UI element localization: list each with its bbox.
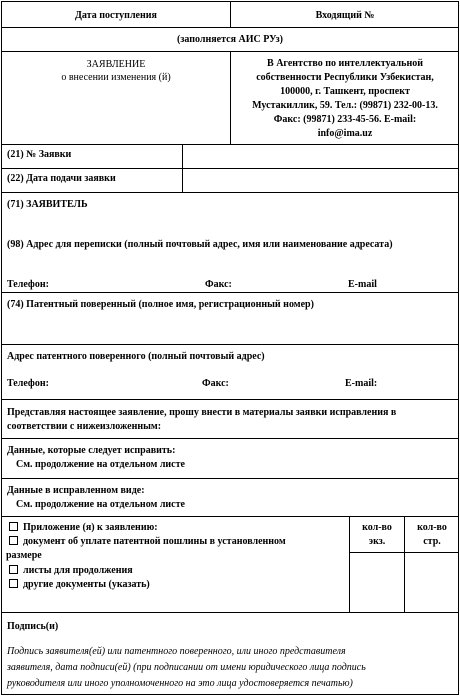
divider — [349, 552, 458, 553]
divider — [2, 478, 458, 479]
phone-label: Телефон: — [7, 279, 49, 290]
continuation-note: См. продолжение на отдельном листе — [16, 459, 185, 470]
filing-date-label: (22) Дата подачи заявки — [7, 173, 116, 184]
divider — [2, 192, 458, 193]
agency-line: 100000, г. Ташкент, проспект — [280, 86, 410, 97]
attachment-item — [9, 579, 150, 592]
continuation-note: См. продолжение на отдельном листе — [16, 499, 185, 510]
copies-column-header: кол-во — [362, 522, 392, 533]
patent-attorney-label: (74) Патентный поверенный (полное имя, регистрационный номер) — [7, 299, 314, 310]
date-received-label: Дата поступления — [75, 10, 157, 21]
divider — [2, 344, 458, 345]
incoming-number-label: Входящий № — [315, 10, 375, 21]
copies-column-header: экз. — [368, 536, 386, 547]
form-subtitle: о внесении изменения (й) — [61, 72, 171, 83]
divider — [2, 612, 458, 613]
attorney-email-label: E-mail: — [345, 378, 378, 389]
divider — [2, 399, 458, 400]
divider — [2, 516, 458, 517]
agency-email: info@ima.uz — [317, 128, 373, 139]
continuation-sheets-checkbox[interactable] — [9, 565, 18, 574]
application-form — [1, 1, 459, 695]
divider — [182, 144, 183, 192]
attachments-title-row — [9, 522, 158, 535]
attachment-item-label: документ об уплате патентной пошлины в установленном — [23, 536, 286, 547]
signature-instruction: Подпись заявителя(ей) или патентного поверенного, или иного представителя — [7, 646, 346, 657]
fax-label: Факс: — [205, 279, 232, 290]
data-to-fix-label: Данные, которые следует исправить: — [7, 445, 176, 456]
agency-line: В Агентство по интеллектуальной — [267, 58, 423, 69]
fee-document-checkbox[interactable] — [9, 536, 18, 545]
divider — [2, 438, 458, 439]
attachment-item — [9, 565, 133, 578]
attachment-item-continuation: размере — [6, 550, 42, 561]
attachment-item-label: листы для продолжения — [23, 565, 133, 576]
filled-by-note: (заполняется АИС РУз) — [177, 34, 283, 45]
agency-line: Факс: (99871) 233-45-56. E-mail: — [273, 114, 417, 125]
form-title: ЗАЯВЛЕНИЕ — [86, 59, 146, 70]
signature-instruction: заявителя, дата подписи(ей) (при подписании от имени юридического лица подпись — [7, 662, 366, 673]
applicant-label: (71) ЗАЯВИТЕЛЬ — [7, 199, 88, 210]
attorney-fax-label: Факс: — [202, 378, 229, 389]
application-number-label: (21) № Заявки — [7, 149, 72, 160]
agency-line: собственности Республики Узбекистан, — [256, 72, 434, 83]
attachment-item — [9, 536, 286, 549]
pages-column-header: кол-во — [417, 522, 447, 533]
divider — [2, 144, 458, 145]
email-label: E-mail — [348, 279, 377, 290]
attorney-phone-label: Телефон: — [7, 378, 49, 389]
pages-column-header: стр. — [423, 536, 441, 547]
correspondence-address-label: (98) Адрес для переписки (полный почтовый адрес, имя или наименование адресата) — [7, 239, 393, 250]
attachments-checkbox[interactable] — [9, 522, 18, 531]
divider — [2, 292, 458, 293]
attorney-address-label: Адрес патентного поверенного (полный почтовый адрес) — [7, 351, 265, 362]
divider — [2, 168, 458, 169]
request-statement: соответствии с нижеизложенным: — [7, 421, 162, 432]
signature-label: Подпись(и) — [7, 621, 59, 632]
corrected-data-label: Данные в исправленном виде: — [7, 485, 145, 496]
signature-instruction: руководителя или иного уполномоченного на это лица удостоверяется печатью) — [7, 678, 353, 689]
divider — [2, 27, 458, 28]
attachments-title: Приложение (я) к заявлению: — [23, 522, 158, 533]
agency-line: Мустакиллик, 59. Тел.: (99871) 232-00-13. — [252, 100, 438, 111]
other-documents-checkbox[interactable] — [9, 579, 18, 588]
request-statement: Представляя настоящее заявление, прошу внести в материалы заявки исправления в — [7, 407, 397, 418]
attachment-item-label: другие документы (указать) — [23, 579, 150, 590]
